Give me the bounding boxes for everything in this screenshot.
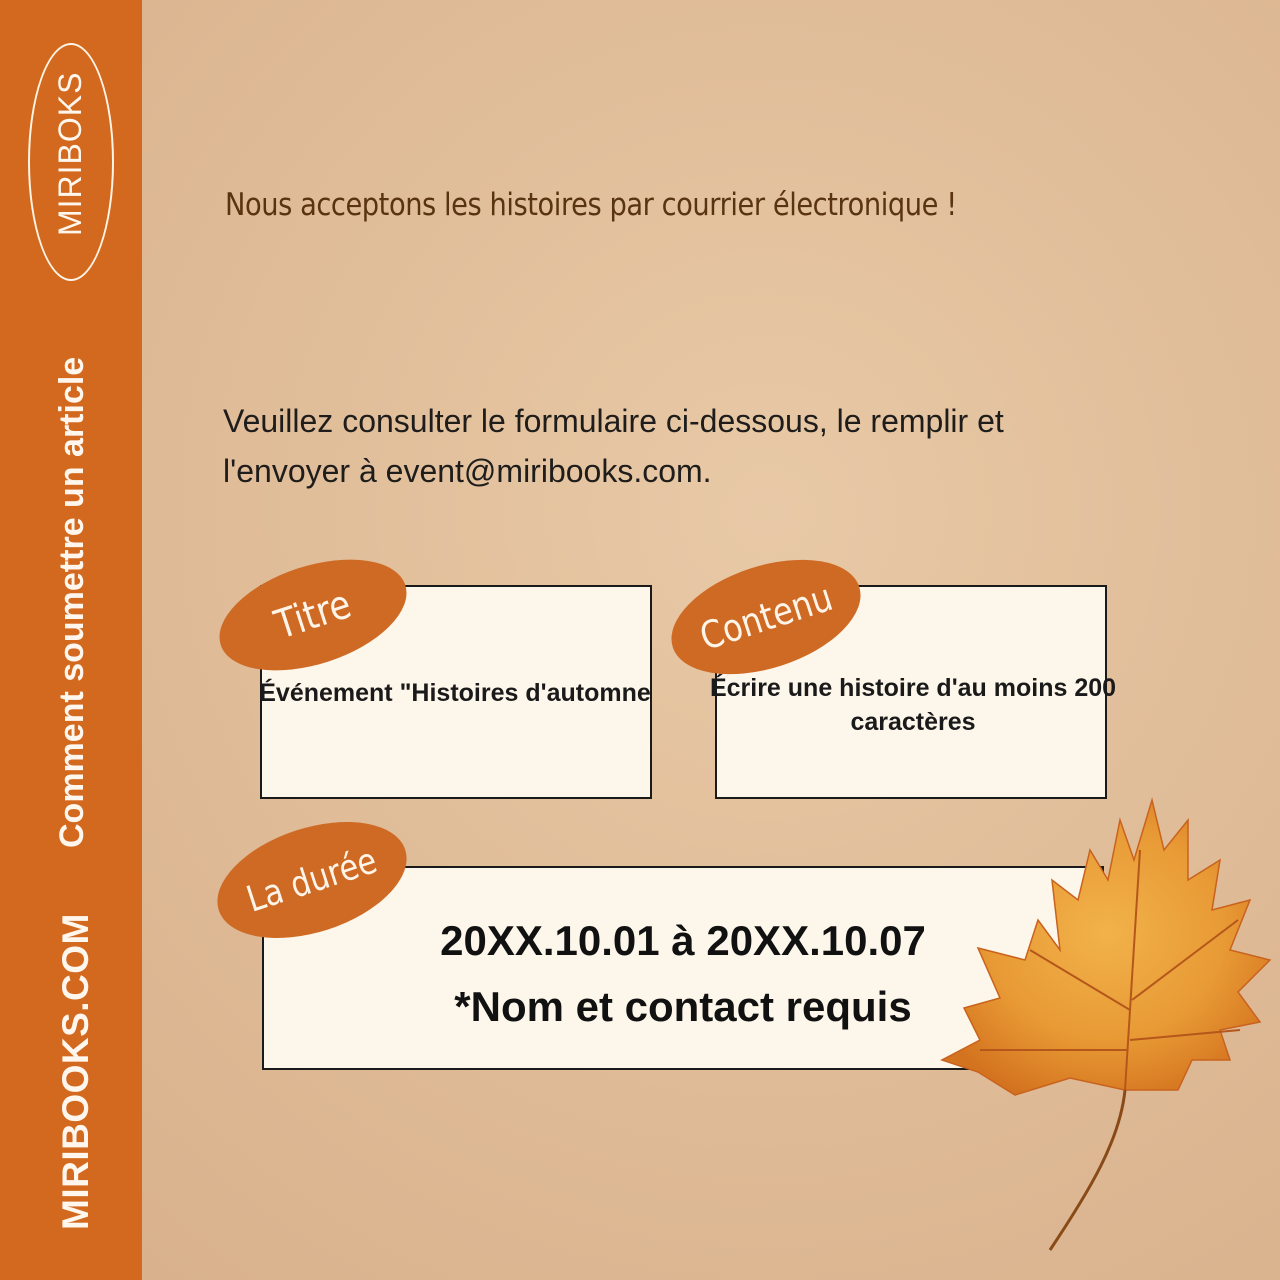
intro-text: Veuillez consulter le formulaire ci-dessous, le remplir et l'envoyer à event@miribooks.com. xyxy=(223,403,1004,489)
duree-note: *Nom et contact requis xyxy=(454,983,912,1030)
page-heading: Nous acceptons les histoires par courrier électronique ! xyxy=(225,187,957,223)
brand-logo-text: MIRIBOKS xyxy=(52,71,88,236)
sidebar xyxy=(0,0,142,1280)
sidebar-title: Comment soumettre un article xyxy=(53,356,91,848)
maple-leaf-icon xyxy=(920,760,1280,1260)
titre-label: Titre xyxy=(269,581,357,649)
contenu-label: Contenu xyxy=(694,575,838,659)
website-url[interactable]: MIRIBOOKS.COM xyxy=(55,913,96,1230)
duree-label: La durée xyxy=(241,839,383,921)
titre-value: Événement "Histoires d'automne xyxy=(259,679,651,707)
contenu-value: Écrire une histoire d'au moins 200 caractères xyxy=(709,674,1117,736)
duree-dates: 20XX.10.01 à 20XX.10.07 xyxy=(440,917,926,964)
